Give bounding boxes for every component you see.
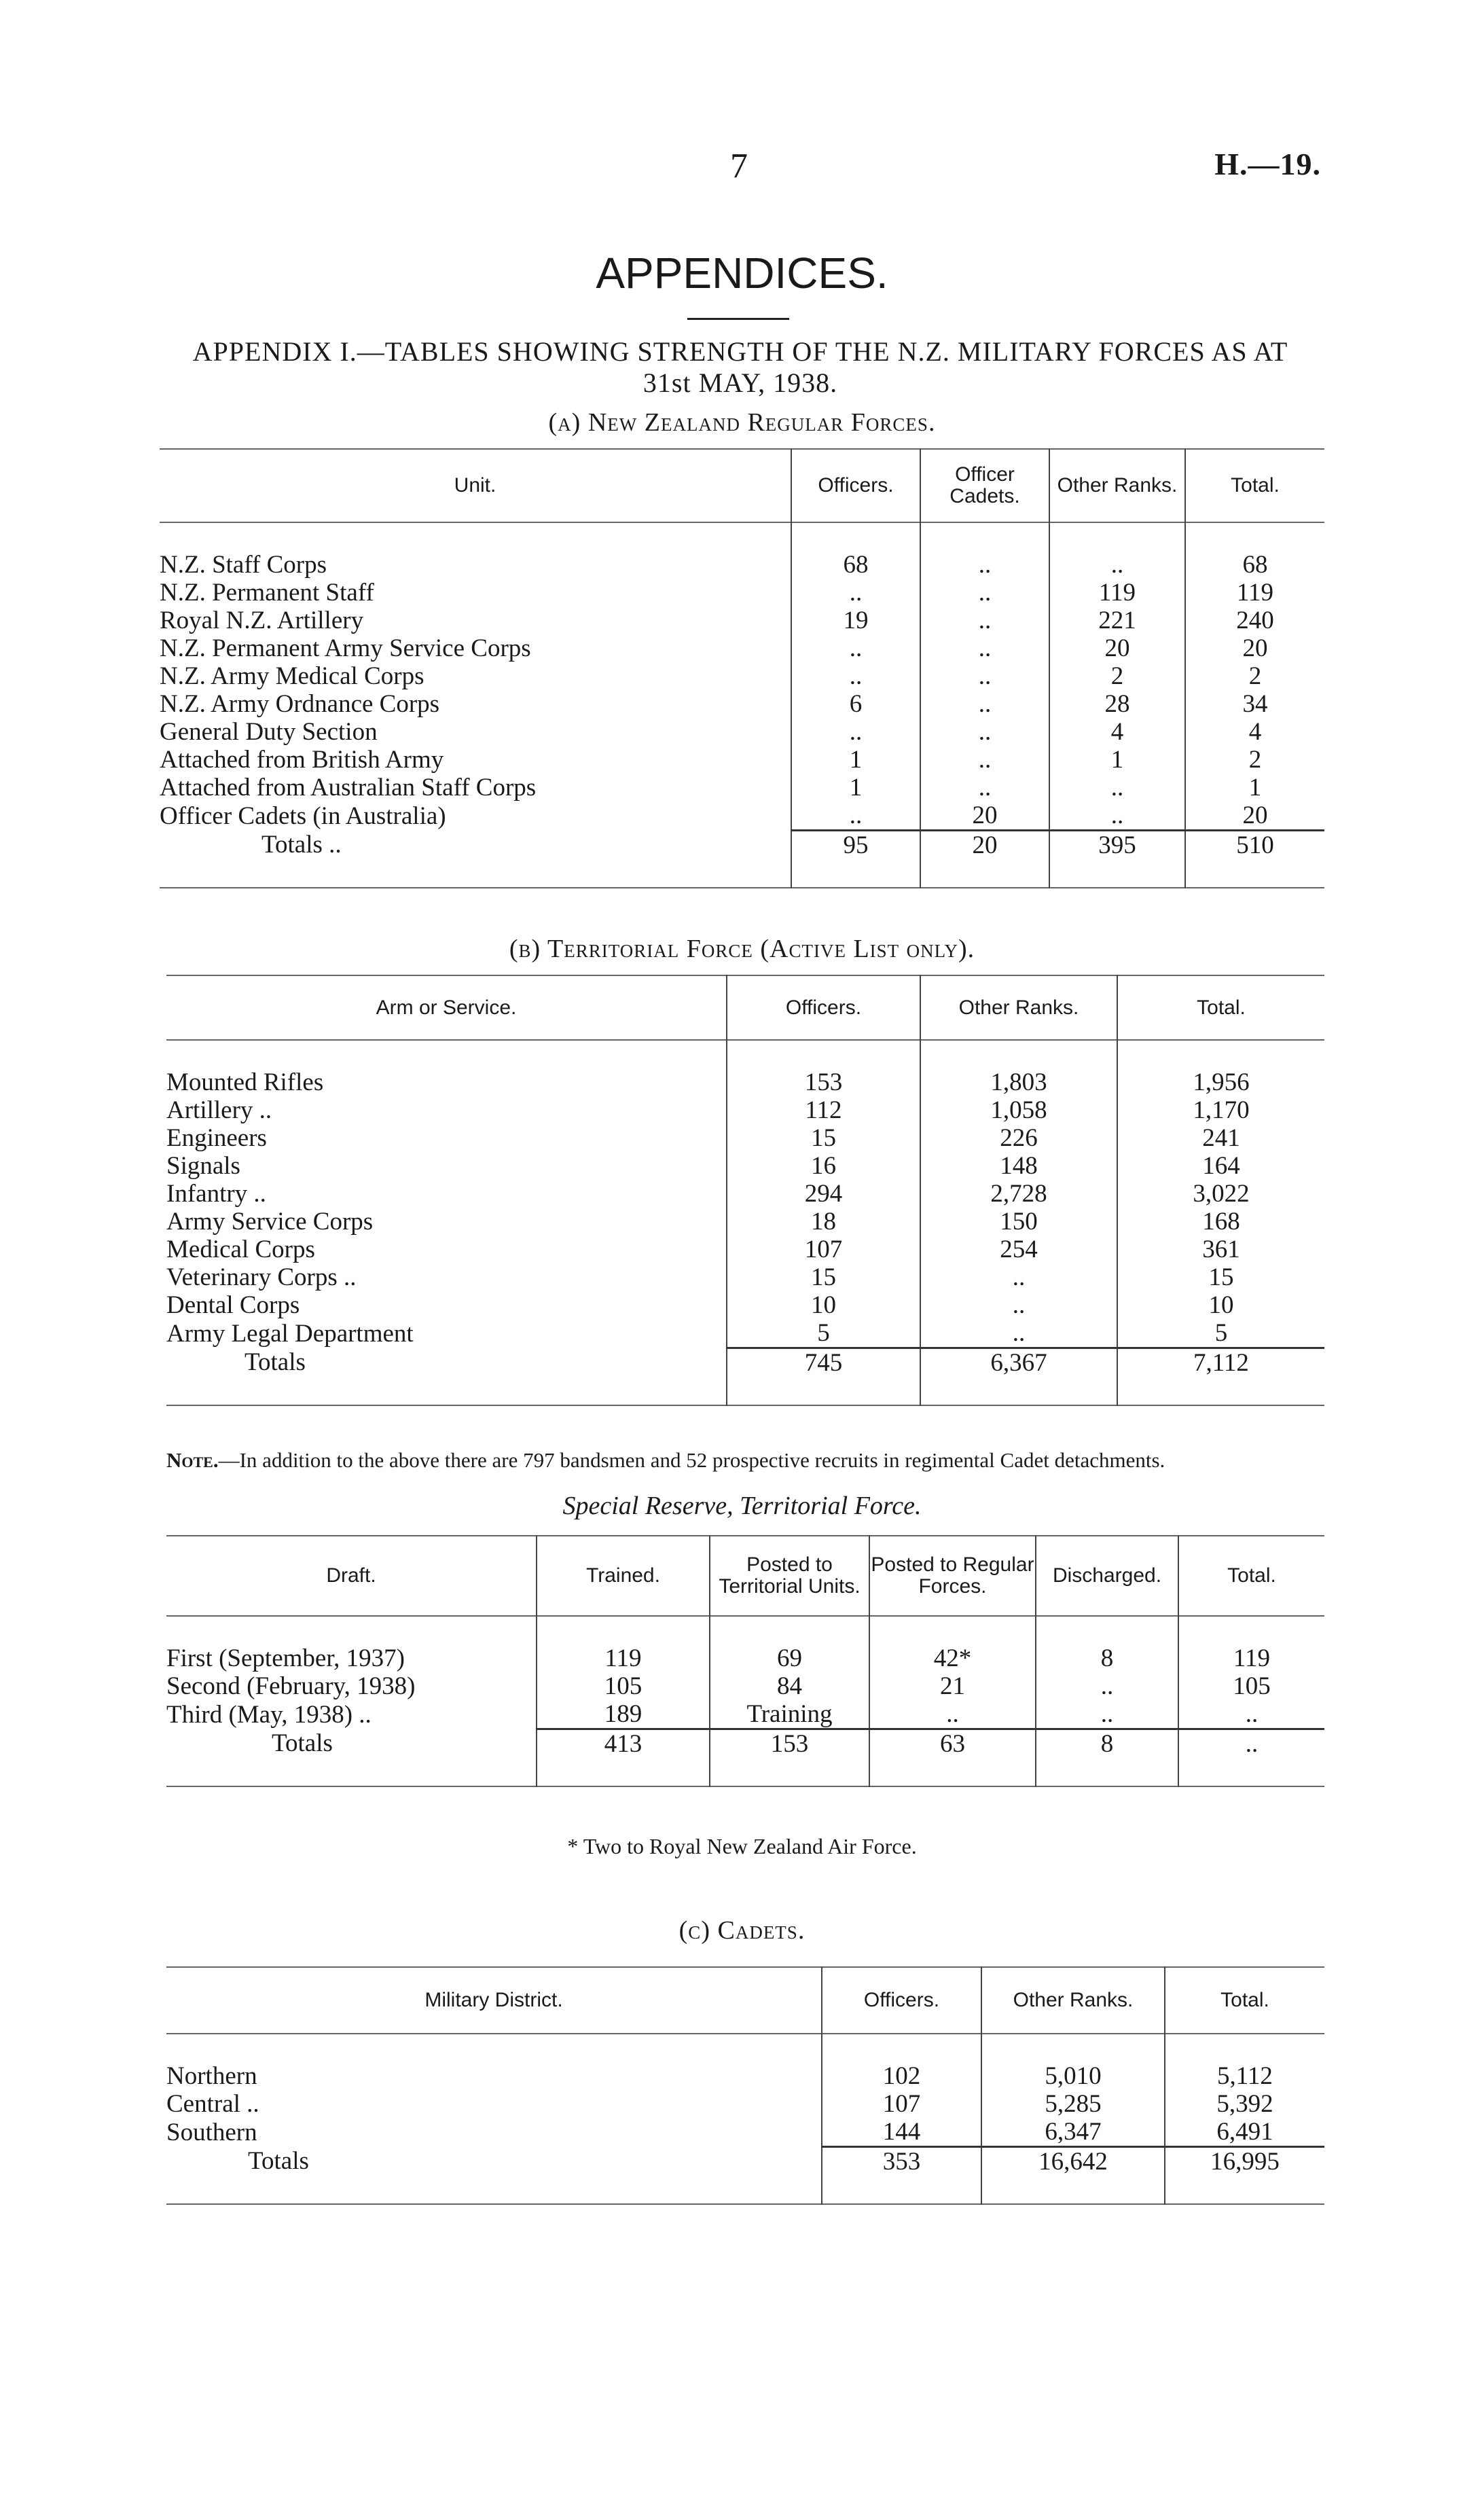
col-header-other-ranks: Other Ranks. [1049,449,1185,522]
special-reserve-footnote: * Two to Royal New Zealand Air Force. [567,1834,917,1858]
table-row: N.Z. Staff Corps 68 .. .. 68 [160,551,1324,579]
col-header-total: Total. [1165,1967,1324,2034]
table-row: General Duty Section .. .. 4 4 [160,718,1324,746]
col-header-total: Total. [1117,975,1324,1040]
special-reserve-caption: Special Reserve, Territorial Force. [562,1492,922,1520]
col-header-officer-cadets: Officer Cadets. [920,449,1049,522]
col-header-other-ranks: Other Ranks. [981,1967,1165,2034]
table-row: Third (May, 1938) .. 189 Training .. .. .. [166,1700,1324,1729]
table-row: N.Z. Army Medical Corps .. .. 2 2 [160,662,1324,690]
table-row: Mounted Rifles 153 1,803 1,956 [166,1068,1324,1096]
table-row: Attached from Australian Staff Corps 1 .. .. 1 [160,774,1324,802]
col-header-arm: Arm or Service. [376,996,517,1019]
table-row: Medical Corps 107 254 361 [166,1236,1324,1263]
table-row: Army Service Corps 18 150 168 [166,1208,1324,1236]
table-row: Veterinary Corps .. 15 .. 15 [166,1263,1324,1291]
table-row: Central .. 107 5,285 5,392 [166,2090,1324,2118]
table-row: Officer Cadets (in Australia) .. 20 .. 20 [160,802,1324,831]
col-header-draft: Draft. [326,1564,376,1587]
totals-row: Totals 745 6,367 7,112 [166,1348,1324,1377]
table-special-reserve [166,1535,1324,1787]
col-header-military-district: Military District. [424,1989,563,2011]
totals-row: Totals 353 16,642 16,995 [166,2147,1324,2176]
table-row: Southern 144 6,347 6,491 [166,2118,1324,2147]
col-header-total: Total. [1178,1536,1324,1616]
col-header-posted-regular: Posted to Regular Forces. [869,1536,1036,1616]
totals-row: Totals 413 153 63 8 .. [166,1729,1324,1759]
table-row: N.Z. Army Ordnance Corps 6 .. 28 34 [160,690,1324,718]
col-header-officers: Officers. [822,1967,981,2034]
table-row: Northern 102 5,010 5,112 [166,2062,1324,2090]
page-title: APPENDICES. [596,249,888,298]
col-header-officers: Officers. [791,449,920,522]
col-header-trained: Trained. [537,1536,710,1616]
table-row: N.Z. Permanent Staff .. .. 119 119 [160,579,1324,607]
table-territorial-force [166,975,1324,1406]
table-row: Army Legal Department 5 .. 5 [166,1319,1324,1348]
table-row: First (September, 1937) 119 69 42* 8 119 [166,1644,1324,1672]
col-header-unit: Unit. [454,474,496,497]
totals-row: Totals .. 95 20 395 510 [160,831,1324,860]
col-header-other-ranks: Other Ranks. [920,975,1117,1040]
appendix-heading [160,336,1321,399]
table-row: Attached from British Army 1 .. 1 2 [160,746,1324,774]
table-regular-forces [160,448,1324,888]
title-rule [687,318,789,320]
table-row: N.Z. Permanent Army Service Corps .. .. 20 20 [160,634,1324,662]
table-row: Artillery .. 112 1,058 1,170 [166,1096,1324,1124]
table-a-caption: (a) New Zealand Regular Forces. [548,408,936,437]
appendix-heading-line2: 31st MAY, 1938. [643,367,838,398]
table-row: Second (February, 1938) 105 84 21 .. 105 [166,1672,1324,1700]
table-cadets [166,1966,1324,2205]
table-b-caption: (b) Territorial Force (Active List only). [509,935,975,963]
col-header-total: Total. [1185,449,1324,522]
table-c-caption: (c) Cadets. [678,1916,806,1945]
table-b-note: Note.—In addition to the above there are 797 bandsmen and 52 prospective recruits in regimental Cadet detachments. [166,1448,1165,1472]
table-row: Infantry .. 294 2,728 3,022 [166,1180,1324,1208]
table-row: Engineers 15 226 241 [166,1124,1324,1152]
table-row: Royal N.Z. Artillery 19 .. 221 240 [160,607,1324,634]
document-reference: H.—19. [1214,147,1321,181]
col-header-officers: Officers. [727,975,920,1040]
col-header-discharged: Discharged. [1036,1536,1178,1616]
appendix-heading-line1: APPENDIX I.—TABLES SHOWING STRENGTH OF THE N.Z. MILITARY FORCES AS AT [192,336,1288,367]
col-header-posted-territorial: Posted to Territorial Units. [710,1536,869,1616]
page-number: 7 [730,147,748,185]
table-row: Dental Corps 10 .. 10 [166,1291,1324,1319]
table-row: Signals 16 148 164 [166,1152,1324,1180]
